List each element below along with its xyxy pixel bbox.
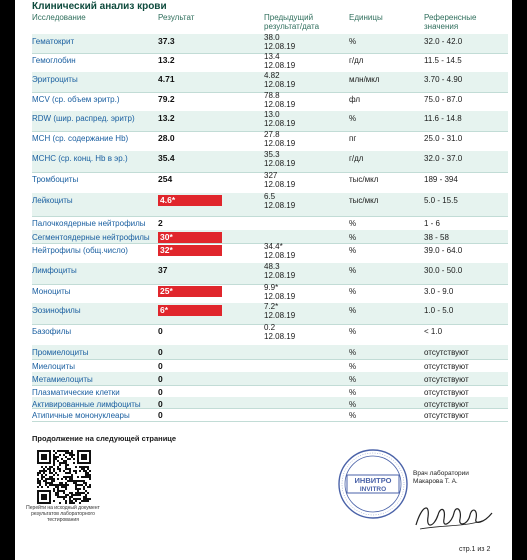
unit: %: [349, 233, 357, 242]
unit: %: [349, 287, 357, 296]
previous-value: 13.4: [264, 52, 280, 61]
unit: пг: [349, 134, 357, 143]
table-row: [32, 324, 508, 346]
unit: %: [349, 400, 357, 409]
test-name: MCH (ср. содержание Hb): [32, 134, 129, 143]
doctor-block: [413, 470, 469, 486]
stamp-text: ИНВИТРО: [354, 476, 392, 485]
test-name: Тромбоциты: [32, 175, 79, 184]
previous-result: [264, 150, 295, 168]
previous-date: 12.08.19: [264, 61, 296, 70]
reference-range: < 1.0: [424, 327, 443, 336]
unit: фл: [349, 95, 361, 104]
previous-result: [264, 91, 295, 109]
unit: %: [349, 266, 357, 275]
test-name: Эритроциты: [32, 75, 78, 84]
result-value: 13.2: [158, 113, 175, 123]
previous-date: 12.08.19: [264, 80, 296, 89]
test-name: Базофилы: [32, 327, 72, 336]
test-name: Палочкоядерные нейтрофилы: [32, 219, 146, 228]
previous-result: [264, 302, 295, 320]
header-reference-line2: значения: [424, 22, 459, 31]
unit: %: [349, 306, 357, 315]
unit: %: [349, 375, 357, 384]
test-name: MCHC (ср. конц. Hb в эр.): [32, 154, 128, 163]
reference-range: отсутствуют: [424, 362, 469, 371]
result-value: 37: [158, 265, 168, 275]
reference-range: 3.70 - 4.90: [424, 75, 463, 84]
test-name: Нейтрофилы (общ.число): [32, 246, 128, 255]
previous-value: 35.3: [264, 150, 280, 159]
unit: г/дл: [349, 154, 364, 163]
result-value-abnormal: 25*: [158, 286, 222, 297]
previous-result: [264, 130, 295, 148]
header-test: Исследование: [32, 13, 86, 22]
unit: %: [349, 219, 357, 228]
reference-range: отсутствуют: [424, 375, 469, 384]
previous-result: [264, 242, 295, 260]
unit: тыс/мкл: [349, 175, 379, 184]
result-value-abnormal: 30*: [158, 232, 222, 243]
result-value-abnormal: 32*: [158, 245, 222, 256]
result-value: 2: [158, 218, 163, 228]
previous-value: 4.82: [264, 71, 280, 80]
result-value: 79.2: [158, 94, 175, 104]
previous-result: [264, 33, 295, 51]
test-name: Сегментоядерные нейтрофилы: [32, 233, 150, 242]
test-name: Моноциты: [32, 287, 71, 296]
result-value-abnormal: 6*: [158, 305, 222, 316]
table-row: [32, 284, 508, 304]
previous-date: 12.08.19: [264, 201, 296, 210]
previous-value: 9.9*: [264, 283, 279, 292]
table-row: [32, 92, 508, 112]
previous-date: 12.08.19: [264, 332, 296, 341]
reference-range: 11.6 - 14.8: [424, 114, 462, 123]
test-name: Метамиелоциты: [32, 375, 93, 384]
reference-range: 32.0 - 42.0: [424, 37, 463, 46]
previous-value: 0.2: [264, 323, 276, 332]
previous-date: 12.08.19: [264, 139, 296, 148]
unit: %: [349, 37, 357, 46]
result-value: 13.2: [158, 55, 175, 65]
doctor-name: Макарова Т. А.: [413, 478, 458, 485]
test-name: MCV (ср. объем эритр.): [32, 95, 120, 104]
unit: тыс/мкл: [349, 196, 379, 205]
table-row: [32, 216, 508, 231]
reference-range: 1.0 - 5.0: [424, 306, 454, 315]
unit: %: [349, 388, 357, 397]
reference-range: 25.0 - 31.0: [424, 134, 463, 143]
table-row: [32, 34, 508, 54]
previous-date: 12.08.19: [264, 271, 296, 280]
result-value: 0: [158, 347, 163, 357]
previous-date: 12.08.19: [264, 311, 296, 320]
previous-date: 12.08.19: [264, 292, 296, 301]
test-name: Миелоциты: [32, 362, 75, 371]
result-value: 28.0: [158, 133, 175, 143]
test-name: Эозинофилы: [32, 306, 81, 315]
table-row: [32, 359, 508, 373]
previous-date: 12.08.19: [264, 119, 296, 128]
previous-result: [264, 71, 295, 89]
reference-range: 30.0 - 50.0: [424, 266, 463, 275]
previous-value: 7.2*: [264, 302, 279, 311]
continued-note: Продолжение на следующей странице: [32, 434, 177, 443]
result-value-abnormal: 4.6*: [158, 195, 222, 206]
result-value: 0: [158, 387, 163, 397]
table-row: [32, 151, 508, 173]
header-unit: Единицы: [349, 13, 383, 22]
previous-value: 13.0: [264, 110, 280, 119]
reference-range: 38 - 58: [424, 233, 449, 242]
table-row: [32, 243, 508, 264]
previous-date: 12.08.19: [264, 159, 296, 168]
table-row: [32, 111, 508, 132]
previous-value: 38.0: [264, 33, 280, 42]
result-value: 0: [158, 399, 163, 409]
test-name: RDW (шир. распред. эритр): [32, 114, 135, 123]
table-row: [32, 72, 508, 93]
table-row: [32, 263, 508, 285]
result-value: 35.4: [158, 153, 175, 163]
reference-range: отсутствуют: [424, 388, 469, 397]
unit: %: [349, 348, 357, 357]
table-row: [32, 172, 508, 194]
header-reference: [424, 13, 476, 31]
test-name: Лейкоциты: [32, 196, 73, 205]
reference-range: 189 - 394: [424, 175, 458, 184]
unit: млн/мкл: [349, 75, 380, 84]
table-row: [32, 53, 508, 73]
stamp-text-latin: INVITRO: [359, 486, 387, 493]
table-row: [32, 345, 508, 360]
table-row: [32, 303, 508, 325]
page-number: стр.1 из 2: [459, 546, 491, 553]
table-row: [32, 372, 508, 386]
reference-range: отсутствуют: [424, 400, 469, 409]
table-row: [32, 408, 508, 422]
result-value: 0: [158, 326, 163, 336]
reference-range: отсутствуют: [424, 348, 469, 357]
previous-value: 34.4*: [264, 242, 283, 251]
previous-value: 48.3: [264, 262, 280, 271]
doctor-title: Врач лаборатории: [413, 470, 469, 477]
previous-value: 6.5: [264, 192, 276, 201]
header-result: Результат: [158, 13, 195, 22]
previous-value: 327: [264, 171, 278, 180]
header-previous: [264, 13, 319, 31]
report-page: [15, 0, 512, 560]
previous-value: 27.8: [264, 130, 280, 139]
reference-range: 11.5 - 14.5: [424, 56, 462, 65]
reference-range: 32.0 - 37.0: [424, 154, 463, 163]
test-name: Гематокрит: [32, 37, 75, 46]
result-value: 0: [158, 361, 163, 371]
test-name: Активированные лимфоциты: [32, 400, 141, 409]
unit: %: [349, 411, 357, 420]
previous-result: [264, 262, 295, 280]
qr-code-icon[interactable]: [37, 450, 91, 504]
report-title: Клинический анализ крови: [32, 1, 167, 12]
table-row: [32, 193, 508, 217]
previous-value: 78.8: [264, 91, 280, 100]
previous-result: [264, 283, 295, 301]
previous-date: 12.08.19: [264, 42, 296, 51]
result-value: 4.71: [158, 74, 175, 84]
previous-result: [264, 323, 295, 341]
previous-result: [264, 171, 295, 189]
unit: г/дл: [349, 56, 364, 65]
result-value: 37.3: [158, 36, 175, 46]
test-name: Гемоглобин: [32, 56, 76, 65]
reference-range: отсутствуют: [424, 411, 469, 420]
signature-icon: [412, 495, 497, 535]
header-previous-line2: результат/дата: [264, 22, 320, 31]
qr-caption: Перейти на исходный документ результатов лабораторного тестирования: [26, 505, 100, 523]
reference-range: 5.0 - 15.5: [424, 196, 458, 205]
unit: %: [349, 327, 357, 336]
test-name: Лимфоциты: [32, 266, 77, 275]
unit: %: [349, 114, 357, 123]
result-value: 0: [158, 374, 163, 384]
result-value: 254: [158, 174, 173, 184]
previous-date: 12.08.19: [264, 251, 296, 260]
test-name: Промиелоциты: [32, 348, 89, 357]
test-name: Атипичные мононуклеары: [32, 411, 130, 420]
previous-result: [264, 110, 295, 128]
lab-stamp-icon: [337, 448, 409, 520]
reference-range: 1 - 6: [424, 219, 441, 228]
previous-date: 12.08.19: [264, 180, 296, 189]
reference-range: 3.0 - 9.0: [424, 287, 454, 296]
unit: %: [349, 362, 357, 371]
previous-date: 12.08.19: [264, 100, 296, 109]
previous-result: [264, 192, 295, 210]
result-value: 0: [158, 410, 163, 420]
reference-range: 75.0 - 87.0: [424, 95, 463, 104]
reference-range: 39.0 - 64.0: [424, 246, 463, 255]
previous-result: [264, 52, 295, 70]
unit: %: [349, 246, 357, 255]
header-reference-line1: Референсные: [424, 13, 477, 22]
header-previous-line1: Предыдущий: [264, 13, 314, 22]
test-name: Плазматические клетки: [32, 388, 120, 397]
table-row: [32, 131, 508, 152]
